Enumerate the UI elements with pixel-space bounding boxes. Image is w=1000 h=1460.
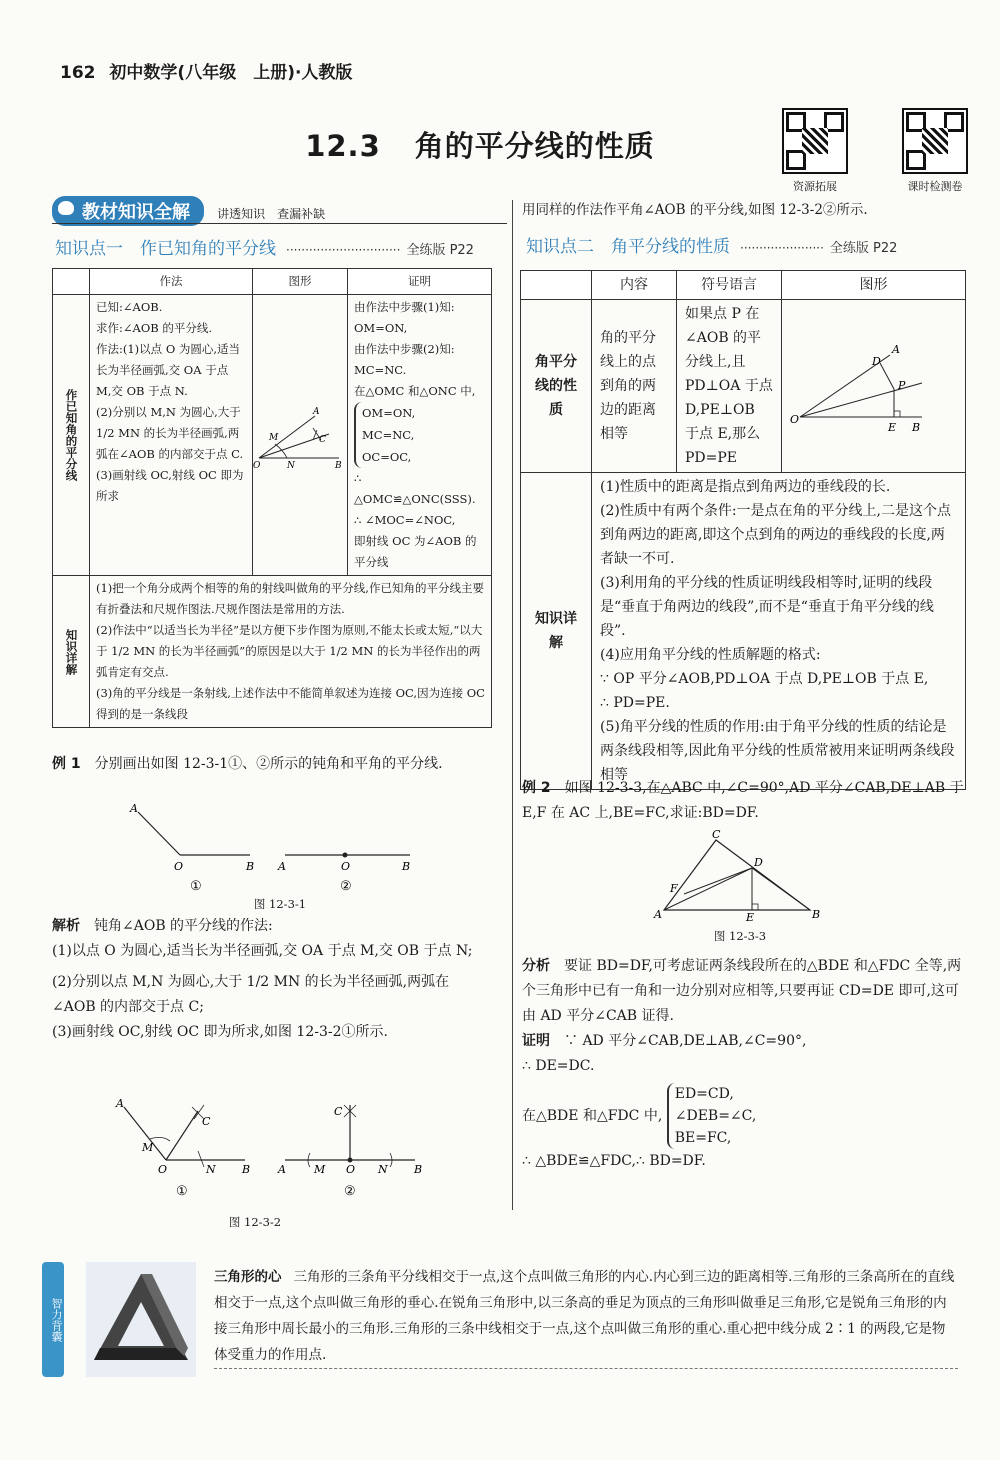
svg-text:②: ② (340, 879, 352, 894)
svg-text:O: O (253, 460, 261, 471)
svg-text:O: O (346, 1163, 356, 1176)
example-1-solution: 解析 钝角∠AOB 的平分线的作法: (1)以点 O 为圆心,适当长为半径画弧,交 OA 于点 M,交 OB 于点 N; (2)分别以点 M,N 为圆心,大于 1/2 MN 的长为半径画弧,两弧在∠AOB 的内部交于点 C; (3)画射线 OC,射线 OC 即为所求,如图 12-3-2①所示. (52, 918, 473, 1040)
method-cell: 已知:∠AOB. 求作:∠AOB 的平分线. 作法:(1)以点 O 为圆心,适当长为半径画弧,交 OA 于点 M,交 OB 于点 N. (2)分别以 M,N 为圆心,大于 1/2 MN 的长为半径画弧,两弧在∠AOB 的内部交于点 C. (3)画射线 OC,射线 OC 即为所求 (90, 295, 253, 576)
kp1-table (52, 268, 492, 728)
svg-text:A: A (892, 343, 900, 356)
kp1-heading: 知识点一 作已知角的平分线 ······························ 全练版 P22 (55, 239, 474, 259)
tip-text: 三角形的心 三角形的三条角平分线相交于一点,这个点叫做三角形的内心.内心到三边的距离相等.三角形的三条高所在的直线相交于一点,这个点叫做三角形的垂心.在锐角三角形中,以三条高的垂足为顶点的三角形叫做垂足三角形,它是锐角三角形的内接三角形中周长最小的三角形.三角形的三条中线相交于一点,这个点叫做三角形的重心.重心把中线分成 2∶1 的两段,它是物体受重力的作用点. (214, 1264, 958, 1369)
column-divider (512, 200, 513, 1210)
svg-text:C: C (202, 1115, 211, 1128)
svg-text:②: ② (344, 1184, 356, 1199)
svg-text:N: N (287, 460, 295, 471)
example-label: 例 2 (522, 780, 551, 796)
qr-label: 资源拓展 (793, 180, 837, 193)
col-header: 图形 (253, 269, 348, 295)
svg-text:B: B (912, 421, 921, 434)
svg-text:E: E (888, 421, 897, 434)
svg-text:M: M (314, 1163, 326, 1176)
svg-text:O: O (158, 1163, 168, 1176)
svg-text:B: B (335, 460, 342, 471)
svg-text:C: C (712, 828, 721, 841)
detail-cell: (1)性质中的距离是指点到角两边的垂线段的长. (2)性质中有两个条件:一是点在角的平分线上,二是这个点到角两边的距离,即这个点到角的两边的垂线段的长度,两者缺一不可. (3)利用角的平分线的性质证明线段相等时,证明的线段是“垂直于角两边的线段”,而不是“垂直于角平分线的线段”. (4)应用角平分线的性质解题的格式: ∵ OP 平分∠AOB,PD⊥OA 于点 D,PE⊥OB 于点 E, ∴ PD=PE. (5)角平分线的性质的作用:由于角平分线的性质的结论是两条线段相等,因此角平分线的性质常被用来证明两条线段相等 (592, 473, 966, 790)
qr-resource[interactable] (780, 108, 850, 194)
svg-text:A: A (116, 1097, 124, 1110)
row-label: 知识详解 (521, 473, 592, 790)
svg-text:F: F (670, 882, 678, 895)
svg-text:C: C (334, 1105, 343, 1118)
svg-text:A: A (278, 1163, 286, 1176)
angle-property-figure (782, 327, 932, 437)
figure-cell (253, 295, 348, 576)
svg-text:①: ① (190, 879, 202, 894)
proof-cell: 由作法中步骤(1)知: OM=ON, 由作法中步骤(2)知: MC=NC. 在△OMC 和△ONC 中, OM=ON, MC=NC, OC=OC, ∴ △OMC≌△ONC(SSS). ∴ ∠MOC=∠NOC, 即射线 OC 为∠AOB 的平分线 (348, 295, 492, 576)
svg-text:D: D (754, 856, 763, 869)
figure-cell (782, 300, 966, 473)
svg-text:E: E (746, 911, 755, 921)
svg-text:D: D (872, 355, 881, 368)
figure-12-3-3 (650, 826, 830, 921)
proof-brace: OM=ON, MC=NC, OC=OC, (354, 402, 415, 468)
book-title: 初中数学(八年级 上册)·人教版 (109, 63, 353, 83)
col-header: 内容 (592, 271, 677, 300)
svg-text:B: B (812, 908, 821, 921)
row-label: 作已知角的平分线 (53, 295, 90, 576)
qr-label: 课时检测卷 (907, 180, 963, 193)
figure-12-3-2 (110, 1095, 440, 1205)
section-bar (52, 196, 507, 222)
svg-text:A: A (654, 908, 662, 921)
right-intro: 用同样的作法作平角∠AOB 的平分线,如图 12-3-2②所示. (522, 202, 868, 218)
proof-label: 证明 (522, 1033, 550, 1049)
col-header: 图形 (782, 271, 966, 300)
penrose-triangle-image (86, 1262, 196, 1377)
svg-text:O: O (174, 860, 184, 873)
example-1: 例 1 分别画出如图 12-3-1①、②所示的钝角和平角的平分线. (52, 756, 443, 772)
section-subtitle: 讲透知识 查漏补缺 (217, 207, 326, 221)
svg-text:M: M (269, 432, 279, 443)
lesson-name: 角的平分线的性质 (414, 129, 655, 163)
svg-text:A: A (278, 860, 286, 873)
kp2-heading: 知识点二 角平分线的性质 ······················ 全练版 P22 (526, 237, 898, 257)
svg-text:C: C (319, 434, 326, 445)
qr-quiz[interactable] (900, 108, 970, 194)
col-header: 符号语言 (677, 271, 782, 300)
figure-caption: 图 12-3-3 (713, 929, 767, 943)
figure-caption: 图 12-3-1 (253, 897, 307, 911)
svg-text:M: M (142, 1141, 154, 1154)
symbol-cell: 如果点 P 在∠AOB 的平分线上,且 PD⊥OA 于点 D,PE⊥OB 于点 E,那么 PD=PE (677, 300, 782, 473)
tip-title: 三角形的心 (214, 1269, 282, 1285)
svg-text:B: B (402, 860, 411, 873)
speaker-icon (58, 201, 74, 215)
svg-text:P: P (898, 379, 906, 392)
example-2-solution: 分析 要证 BD=DF,可考虑证两条线段所在的△BDE 和△FDC 全等,两个三角形中已有一角和一边分别对应相等,只要再证 CD=DE 即可,这可由 AD 平分∠CAB 证得. 证明 ∵ AD 平分∠CAB,DE⊥AB,∠C=90°, ∴ DE=DC. 在△BDE 和△FDC 中, ED=CD, ∠DEB=∠C, BE=FC, ∴ △BDE≌△FDC,∴ BD=DF. (522, 958, 962, 1169)
tip-box (42, 1262, 958, 1377)
figure-12-3-1 (110, 800, 430, 900)
lesson-number: 12.3 (305, 129, 381, 163)
page-header (60, 58, 360, 83)
tip-tag: 智力背囊 (42, 1262, 64, 1377)
figure-caption: 图 12-3-2 (228, 1215, 282, 1229)
row-label: 角平分线的性质 (521, 300, 592, 473)
detail-cell: (1)把一个角分成两个相等的角的射线叫做角的平分线,作已知角的平分线主要有折叠法和尺规作图法.尺规作图法是常用的方法. (2)作法中“以适当长为半径”是以方便下步作图为原则,不能太长或太短,“以大于 1/2 MN 的长为半径画弧”的原因是以大于 1/2 MN 的长为半径作出的两弧肯定有交点. (3)角的平分线是一条射线,上述作法中不能简单叙述为连接 OC,因为连接 OC 得到的是一条线段 (90, 576, 492, 728)
lesson-title (0, 124, 1000, 165)
example-2: 例 2 如图 12-3-3,在△ABC 中,∠C=90°,AD 平分∠CAB,DE⊥AB 于 E,F 在 AC 上,BE=FC,求证:BD=DF. (522, 780, 964, 821)
qr-code-icon (782, 108, 848, 174)
svg-text:O: O (790, 413, 800, 426)
svg-text:B: B (242, 1163, 251, 1176)
proof-brace: ED=CD, ∠DEB=∠C, BE=FC, (667, 1083, 757, 1149)
angle-bisector-figure (253, 392, 345, 472)
qr-code-icon (902, 108, 968, 174)
kp2-table (520, 270, 966, 790)
svg-text:A: A (313, 406, 320, 417)
analysis-label: 分析 (522, 958, 550, 974)
svg-text:①: ① (176, 1184, 188, 1199)
svg-text:N: N (378, 1163, 388, 1176)
svg-text:B: B (246, 860, 255, 873)
example-label: 例 1 (52, 756, 81, 772)
page-number: 162 (60, 63, 96, 83)
content-cell: 角的平分线上的点到角的两边的距离相等 (592, 300, 677, 473)
svg-text:O: O (341, 860, 351, 873)
section-badge: 教材知识全解 (52, 196, 204, 226)
col-header: 作法 (90, 269, 253, 295)
col-header: 证明 (348, 269, 492, 295)
svg-text:N: N (206, 1163, 216, 1176)
row-label: 知识详解 (53, 576, 90, 728)
svg-text:A: A (130, 802, 138, 815)
analysis-label: 解析 (52, 918, 80, 934)
svg-text:B: B (414, 1163, 423, 1176)
